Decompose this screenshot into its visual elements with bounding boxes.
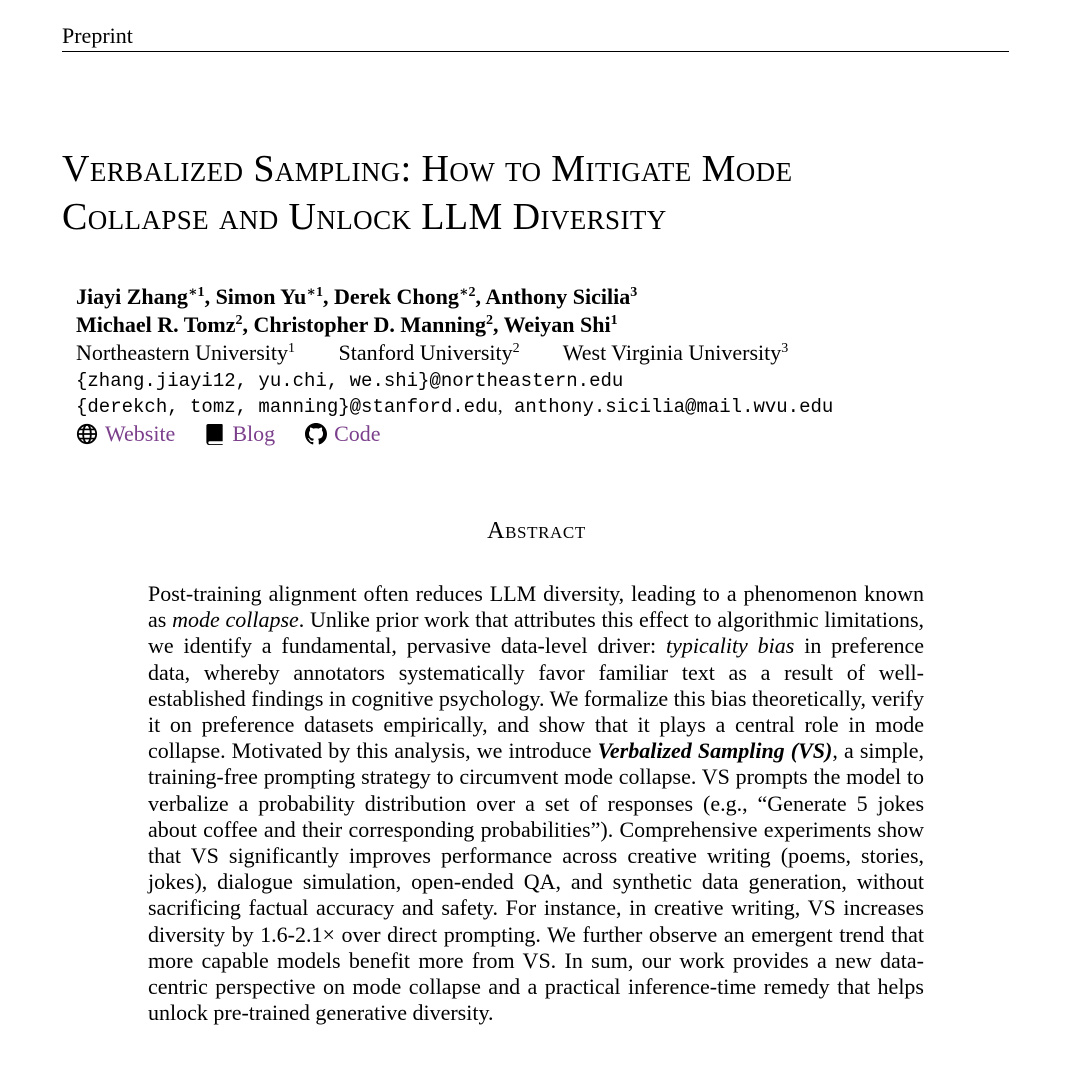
- term-typicality-bias: typicality bias: [665, 633, 795, 659]
- author-name: Michael R. Tomz: [76, 312, 236, 337]
- code-label: Code: [334, 421, 381, 446]
- author-name: Christopher D. Manning: [253, 312, 486, 337]
- author-mark: ∗1: [306, 285, 323, 300]
- affiliation-name: West Virginia University: [562, 340, 782, 365]
- abstract-segment: Post-training alignment often reduces LLM diversity, leading to a phenomenon known as: [148, 581, 924, 633]
- running-header: Preprint: [62, 23, 133, 48]
- github-icon: [305, 423, 327, 445]
- resource-links: [76, 420, 381, 448]
- title-line-2: Collapse and Unlock LLM Diversity: [62, 196, 667, 238]
- website-label: Website: [105, 421, 176, 446]
- affiliation-mark: 1: [288, 341, 295, 356]
- paper-title: [62, 145, 1022, 241]
- affiliation: [563, 340, 789, 365]
- code-link[interactable]: [305, 420, 380, 448]
- affiliation-name: Stanford University: [338, 340, 513, 365]
- affiliation: [76, 340, 295, 365]
- blog-link[interactable]: [205, 420, 275, 448]
- abstract-segment: . Unlike prior work that attributes this effect to algorithmic limitations, we identify a fundamental, pervasive data-level driver:: [148, 607, 925, 659]
- email-line-1: {zhang.jiayi12, yu.chi, we.shi}@northeastern.edu: [76, 370, 624, 392]
- author-mark: 1: [610, 313, 618, 328]
- affiliations: [76, 339, 788, 367]
- abstract-segment: in preference data, whereby annotators systematically favor familiar text as a result of well-established findings in cognitive psychology. We formalize this bias theoretically, verify it on preference datasets empirically, and show that it plays a central role in mode collapse. Motivated by this analysis, we introduce: [148, 633, 924, 764]
- abstract-heading: Abstract: [487, 518, 586, 544]
- abstract-text: [148, 581, 924, 1026]
- website-link[interactable]: [76, 420, 175, 448]
- author-line-1: Jiayi Zhang$^{∗1}$, Simon $Yu^{∗1}$, Derek Chong$^{∗2}$, Anthony Sicilia$^3$: [76, 284, 638, 309]
- author-mark: ∗2: [458, 285, 476, 300]
- term-mode-collapse: mode collapse: [172, 607, 299, 633]
- author-line-2: Michael R. Tomz$^2$, Christopher D. Manning$^2$, Weiyan Shi$^1$: [76, 312, 618, 337]
- author-list: [76, 283, 1026, 339]
- affiliation-mark: 3: [781, 341, 789, 356]
- email-separator: ,: [497, 396, 503, 417]
- header-rule: [62, 51, 1009, 52]
- author-mark: 3: [630, 285, 638, 300]
- author-name: Simon Yu: [215, 284, 307, 309]
- affiliation-mark: 2: [512, 341, 520, 356]
- author-name: Jiayi Zhang: [76, 284, 188, 309]
- blog-label: Blog: [232, 421, 276, 446]
- globe-icon: [76, 423, 98, 445]
- book-icon: [205, 423, 225, 446]
- email-line-2: [76, 395, 833, 419]
- author-mark: ∗1: [187, 285, 205, 300]
- author-mark: 2: [235, 313, 243, 328]
- affiliation: [339, 340, 520, 365]
- author-name: Derek Chong: [333, 284, 459, 309]
- affiliation-name: Northeastern University: [76, 340, 288, 365]
- abstract-segment: , a simple, training-free prompting strategy to circumvent mode collapse. VS prompts the model to verbalize a probability distribution over a set of responses (e.g., “Generate 5 jokes about coffee and their corresponding probabilities”). Comprehensive experiments show that VS significantly improves performance across creative writing (poems, stories, jokes), dialogue simulation, open-ended QA, and synthetic data generation, without sacrificing factual accuracy and safety. For instance, in creative writing, VS increases diversity by 1.6-2.1× over direct prompting. We further observe an emergent trend that more capable models benefit more from VS. In sum, our work provides a new data-centric perspective on mode collapse and a practical inference-time remedy that helps unlock pre-trained generative diversity.: [148, 738, 925, 1026]
- author-name: Anthony Sicilia: [485, 284, 631, 309]
- author-mark: 2: [485, 313, 493, 328]
- title-line-1: Verbalized Sampling: How to Mitigate Mode: [62, 148, 793, 190]
- term-verbalized-sampling: Verbalized Sampling (VS): [597, 738, 833, 764]
- email-wvu: anthony.sicilia@mail.wvu.edu: [502, 396, 834, 418]
- author-name: Weiyan Shi: [503, 312, 611, 337]
- email-group-stanford: {derekch, tomz, manning}@stanford.edu: [76, 396, 498, 418]
